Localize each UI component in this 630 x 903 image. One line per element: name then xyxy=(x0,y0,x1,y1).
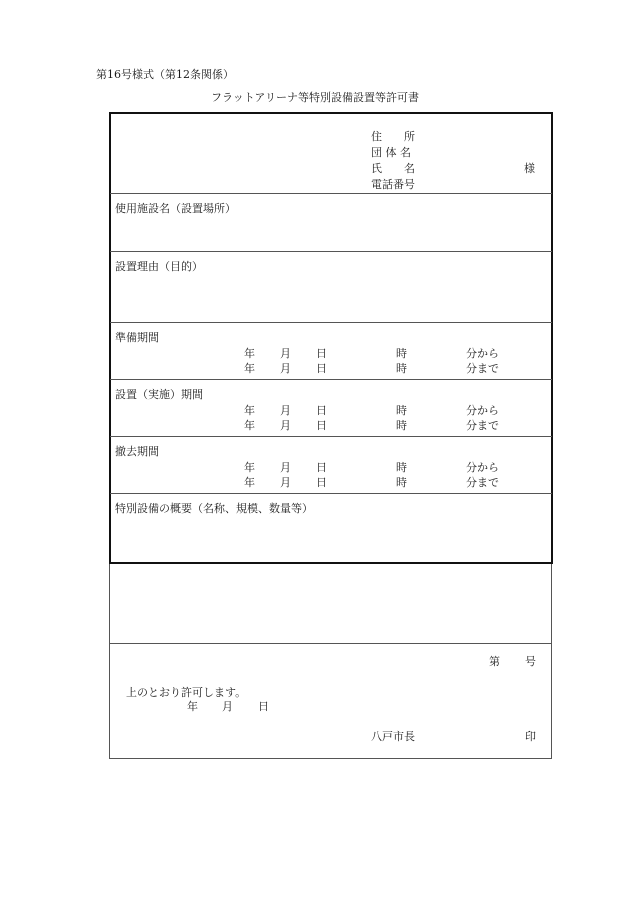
year-unit: 年 xyxy=(244,461,255,474)
minute-to-unit: 分まで xyxy=(466,362,499,375)
year-unit: 年 xyxy=(244,347,255,360)
day-unit: 日 xyxy=(316,419,327,432)
year-unit: 年 xyxy=(244,404,255,417)
year-unit: 年 xyxy=(244,419,255,432)
minute-from-unit: 分から xyxy=(466,461,499,474)
day-unit: 日 xyxy=(316,347,327,360)
minute-from-unit: 分から xyxy=(466,347,499,360)
month-unit: 月 xyxy=(280,419,291,432)
minute-from-unit: 分から xyxy=(466,404,499,417)
divider xyxy=(110,193,552,194)
date-year: 年 xyxy=(187,700,198,713)
divider xyxy=(110,379,552,380)
facility-label: 使用施設名（設置場所） xyxy=(115,202,236,215)
install-period-label: 設置（実施）期間 xyxy=(115,388,203,401)
month-unit: 月 xyxy=(280,347,291,360)
address-label: 住 所 xyxy=(371,130,415,143)
prep-period-label: 準備期間 xyxy=(115,331,159,344)
month-unit: 月 xyxy=(280,461,291,474)
hour-unit: 時 xyxy=(396,419,407,432)
minute-to-unit: 分まで xyxy=(466,476,499,489)
day-unit: 日 xyxy=(316,476,327,489)
hour-unit: 時 xyxy=(396,347,407,360)
removal-period-label: 撤去期間 xyxy=(115,445,159,458)
form-title: フラットアリーナ等特別設備設置等許可書 xyxy=(210,91,419,104)
hour-unit: 時 xyxy=(396,362,407,375)
phone-label: 電話番号 xyxy=(371,178,415,191)
organization-label: 団 体 名 xyxy=(371,146,411,159)
date-day: 日 xyxy=(258,700,269,713)
permit-number-prefix: 第 xyxy=(489,655,500,668)
issuer-title: 八戸市長 xyxy=(371,730,415,743)
hour-unit: 時 xyxy=(396,404,407,417)
overview-label: 特別設備の概要（名称、規模、数量等） xyxy=(115,502,313,515)
hour-unit: 時 xyxy=(396,476,407,489)
name-label: 氏 名 xyxy=(371,162,415,175)
month-unit: 月 xyxy=(280,362,291,375)
seal-mark: 印 xyxy=(525,730,536,743)
divider xyxy=(110,251,552,252)
minute-to-unit: 分まで xyxy=(466,419,499,432)
year-unit: 年 xyxy=(244,476,255,489)
day-unit: 日 xyxy=(316,362,327,375)
main-box xyxy=(109,112,553,564)
divider xyxy=(110,493,552,494)
form-number: 第16号様式（第12条関係） xyxy=(96,68,234,81)
day-unit: 日 xyxy=(316,461,327,474)
hour-unit: 時 xyxy=(396,461,407,474)
date-month: 月 xyxy=(222,700,233,713)
day-unit: 日 xyxy=(316,404,327,417)
honorific: 様 xyxy=(524,162,535,175)
permit-statement: 上のとおり許可します。 xyxy=(126,686,247,699)
divider xyxy=(110,322,552,323)
year-unit: 年 xyxy=(244,362,255,375)
divider xyxy=(110,436,552,437)
divider xyxy=(110,643,552,644)
month-unit: 月 xyxy=(280,476,291,489)
permit-number-suffix: 号 xyxy=(525,655,536,668)
month-unit: 月 xyxy=(280,404,291,417)
reason-label: 設置理由（目的） xyxy=(115,260,203,273)
